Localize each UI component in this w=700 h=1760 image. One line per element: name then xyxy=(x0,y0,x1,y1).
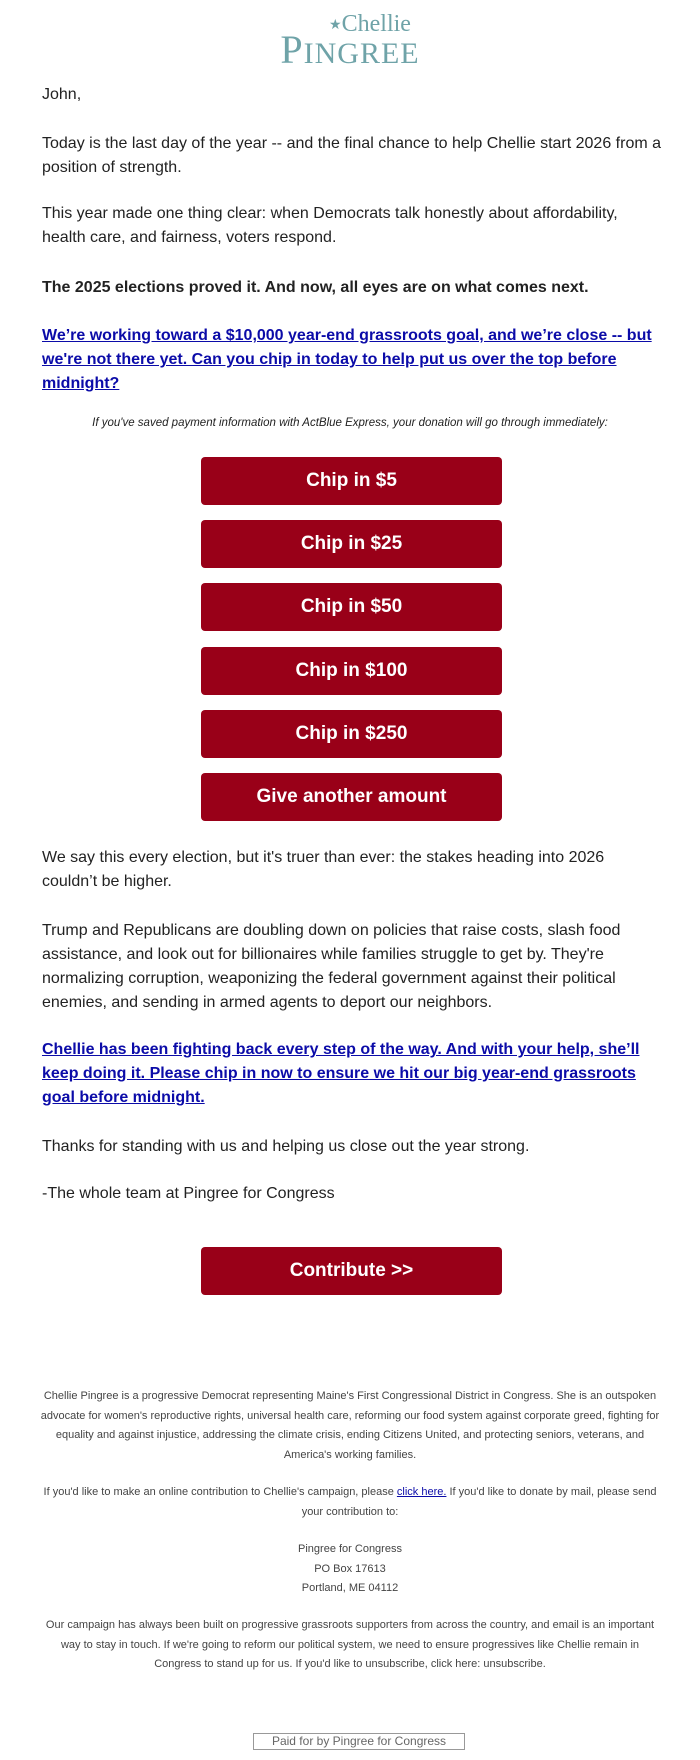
address-line: Portland, ME 04112 xyxy=(301,1582,399,1594)
fighting-back-link[interactable]: Chellie has been fighting back every step of the way. And with your help, she’ll keep doing it. Please chip in now to ensure we hit our big year-end grassroots goal before midnight. xyxy=(42,1041,640,1106)
logo-initial: P xyxy=(280,27,304,72)
paragraph-thanks: Thanks for standing with us and helping us close out the year strong. xyxy=(42,1138,530,1155)
donate-text-post: If you'd like to donate by mail, please send your contribution to: xyxy=(301,1486,657,1518)
click-here-link[interactable]: click here. xyxy=(396,1486,447,1498)
logo-line1: Chellie xyxy=(341,11,411,37)
address-line: Pingree for Congress xyxy=(298,1543,402,1555)
chip-in-250-button[interactable]: Chip in $250 xyxy=(201,710,502,758)
address-line: PO Box 17613 xyxy=(314,1562,386,1575)
paragraph-stakes: We say this every election, but it's truer than ever: the stakes heading into 2026 couldn’t be higher. xyxy=(42,849,605,890)
footer-unsubscribe: Our campaign has always been built on progressive grassroots supporters from across the country, and email is an important way to stay in touch. If we're going to reform our political system, we need to ensure progressives like Chellie remain in Congress to stand up for us. If you'd like to unsubscribe, click here: unsubscribe. xyxy=(45,1619,655,1670)
paragraph-clear: This year made one thing clear: when Democrats talk honestly about affordability, health care, and fairness, voters respond. xyxy=(42,205,618,246)
give-another-amount-button[interactable]: Give another amount xyxy=(201,773,502,821)
greeting: John, xyxy=(42,86,82,103)
paid-for-disclaimer: Paid for by Pingree for Congress xyxy=(253,1733,465,1750)
footer-about: Chellie Pingree is a progressive Democrat representing Maine's First Congressional District in Congress. She is an outspoken advocate for women's reproductive rights, universal health care, reforming our food system against corporate greed, fighting for equality and against injustice, addressing the climate crisis, ending Citizens United, and protecting seniors, veterans, and America's working families. xyxy=(40,1390,660,1461)
chip-in-50-button[interactable]: Chip in $50 xyxy=(201,583,502,631)
actblue-note: If you've saved payment information with ActBlue Express, your donation will go through immediately: xyxy=(92,417,608,429)
logo-rest: INGREE xyxy=(303,37,420,70)
chip-in-5-button[interactable]: Chip in $5 xyxy=(201,457,502,505)
donate-text-pre: If you'd like to make an online contribution to Chellie's campaign, please xyxy=(43,1486,397,1498)
paragraph-intro: Today is the last day of the year -- and the final chance to help Chellie start 2026 from a position of strength. xyxy=(42,135,662,176)
paragraph-bold: The 2025 elections proved it. And now, all eyes are on what comes next. xyxy=(42,279,589,296)
star-icon: ★ xyxy=(329,18,342,33)
signature: -The whole team at Pingree for Congress xyxy=(42,1185,335,1202)
goal-link[interactable]: We’re working toward a $10,000 year-end grassroots goal, and we’re close -- but we're not there yet. Can you chip in today to help put us over the top before midnight? xyxy=(42,327,652,392)
contribute-button[interactable]: Contribute >> xyxy=(201,1247,502,1295)
paragraph-trump: Trump and Republicans are doubling down on policies that raise costs, slash food assistance, and look out for billionaires while families struggle to get by. They're normalizing corruption, weaponizing the federal government against their political enemies, and sending in armed agents to deport our neighbors. xyxy=(42,922,621,1011)
chip-in-100-button[interactable]: Chip in $100 xyxy=(201,647,502,695)
footer-donate xyxy=(40,1483,660,1522)
footer-address xyxy=(40,1540,660,1599)
chellie-pingree-logo xyxy=(0,11,700,72)
chip-in-25-button[interactable]: Chip in $25 xyxy=(201,520,502,568)
